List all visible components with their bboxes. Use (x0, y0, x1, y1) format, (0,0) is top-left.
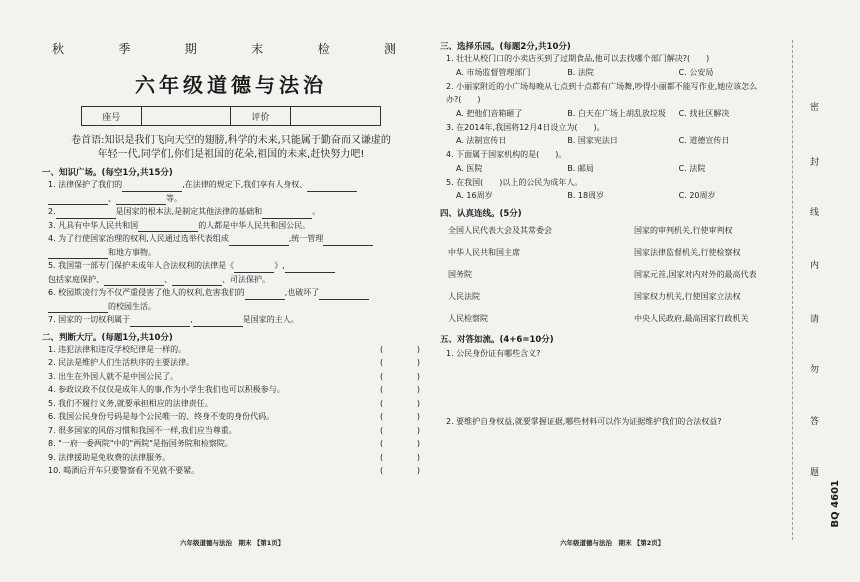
option[interactable]: A. 把他们音箱砸了 (456, 108, 523, 118)
seal-char: 封 (810, 158, 820, 168)
paren-close: ) (416, 452, 420, 462)
answer-paren[interactable] (380, 464, 420, 478)
paren-close: ) (416, 358, 420, 367)
item-text: 5. 我国第一部专门保护未成年人合法权利的法律是《 (48, 261, 235, 270)
question-text: 5. 在我国( )以上的公民为成年人。 (446, 177, 583, 187)
answer-paren[interactable] (380, 343, 420, 357)
answer-paren[interactable] (380, 397, 420, 411)
item-text: 是国家的根本法,是制定其他法律的基础和 (115, 207, 263, 216)
answer-blank[interactable] (193, 318, 243, 327)
season-char: 测 (383, 42, 398, 56)
item-text: 是国家的主人。 (242, 315, 299, 324)
answer-paren[interactable] (380, 437, 420, 451)
fill-blank-item (42, 232, 420, 246)
page-title: 六年级道德与法治 (135, 73, 327, 97)
item-text: 2. (48, 207, 56, 216)
paren-open: ( (380, 466, 384, 475)
item-text: 1. 违犯法律和违反学校纪律是一样的。 (48, 344, 187, 354)
option[interactable]: B. 法院 (567, 67, 594, 77)
answer-paren[interactable] (380, 424, 420, 438)
true-false-item (42, 424, 420, 438)
answer-paren[interactable] (380, 356, 420, 370)
true-false-item (42, 437, 420, 451)
fill-blank-item (42, 192, 420, 206)
item-text: 9. 法律援助是免收费的法律服务。 (48, 452, 171, 462)
true-false-item (42, 464, 420, 478)
fill-blank-item (42, 286, 420, 300)
option[interactable]: C. 法院 (678, 163, 706, 173)
answer-blank[interactable] (48, 304, 108, 313)
question-text: 办?( ) (446, 95, 481, 104)
match-row (440, 263, 790, 285)
fill-blank-item (42, 178, 420, 192)
item-text: 8. "一府一委两院"中的"两院"是指国务院和检察院。 (48, 439, 233, 448)
match-right[interactable]: 中央人民政府,最高国家行政机关 (634, 313, 749, 323)
answer-blank[interactable] (104, 277, 164, 286)
item-text: 》, (274, 261, 285, 270)
options (440, 134, 790, 148)
season-title (42, 40, 420, 57)
choice-question (440, 148, 790, 176)
true-false-item (42, 397, 420, 411)
fill-blank-item (42, 219, 420, 233)
footer-left: 六年级道德与法治 期末 【第1页】 (180, 539, 285, 547)
match-right[interactable]: 国家法律监督机关,行使检察权 (634, 247, 741, 257)
question-text: 4. 下面属于国家机构的是( )。 (446, 150, 567, 159)
answer-blank[interactable] (48, 250, 108, 259)
answer-question: 2. 要维护自身权益,就要掌握证据,哪些材料可以作为证据维护我们的合法权益? (446, 416, 722, 426)
seat-label: 座号 (82, 107, 142, 125)
option[interactable]: B. 邮局 (567, 163, 594, 173)
option[interactable]: C. 找社区解决 (678, 108, 730, 118)
item-text: 、司法保护。 (222, 274, 270, 284)
motto-line: 年轻一代,同学们,你们是祖国的花朵,祖国的未来,赶快努力吧! (97, 149, 365, 160)
answer-blank[interactable] (285, 264, 335, 273)
item-text: ,也破坏了 (284, 288, 320, 297)
season-char: 季 (118, 42, 133, 56)
item-text: 7. 很多国家的风俗习惯和我国不一样,我们应当尊重。 (48, 425, 237, 435)
fill-blank-item (42, 313, 420, 327)
section-title: 一、知识广场。(每空1分,共15分) (42, 168, 173, 178)
option[interactable]: C. 20周岁 (678, 191, 716, 200)
item-text: 和地方事物。 (108, 247, 156, 257)
item-text: 3. 出生在外国人就不是中国公民了。 (48, 371, 179, 381)
answer-blank[interactable] (122, 183, 182, 192)
seat-field[interactable] (142, 107, 231, 125)
seal-char: 线 (810, 208, 820, 218)
item-text: 、 (108, 193, 116, 203)
match-left[interactable]: 国务院 (448, 269, 472, 279)
answer-blank[interactable] (319, 291, 369, 300)
paren-open: ( (380, 452, 384, 462)
item-text: 、 (164, 274, 172, 284)
option[interactable]: A. 市场监督管理部门 (456, 67, 531, 77)
option[interactable]: A. 16周岁 (456, 191, 493, 200)
paren-close: ) (416, 439, 420, 448)
match-left[interactable]: 人民法院 (448, 291, 480, 301)
item-text: 的人都是中华人民共和国公民。 (198, 220, 311, 230)
question-text: 1. 壮壮从校门口的小卖店买到了过期食品,他可以去找哪个部门解决?( ) (446, 54, 710, 63)
option[interactable]: A. 法制宣传日 (456, 136, 507, 145)
choice-question (440, 176, 790, 204)
match-right[interactable]: 国家的审判机关,行使审判权 (634, 225, 733, 235)
paren-open: ( (380, 425, 384, 435)
seal-char: 勿 (810, 365, 820, 375)
fill-blank-item (42, 273, 420, 287)
match-row (440, 219, 790, 241)
paren-open: ( (380, 439, 384, 448)
options (440, 162, 790, 176)
fill-blank-item (42, 259, 420, 273)
answer-blank[interactable] (172, 277, 222, 286)
paren-open: ( (380, 385, 384, 394)
paren-close: ) (416, 371, 420, 381)
true-false-item (42, 356, 420, 370)
match-row (440, 285, 790, 307)
fill-blank-item (42, 300, 420, 314)
paren-close: ) (416, 385, 420, 394)
match-left[interactable]: 全国人民代表大会及其常委会 (448, 225, 552, 235)
options (440, 107, 790, 121)
item-text: 1. 法律保护了我们的 (48, 180, 123, 189)
item-text: 6. 我国公民身份号码是每个公民唯一的、终身不变的身份代码。 (48, 412, 275, 421)
seal-line (792, 40, 793, 540)
item-text: 等。 (166, 193, 182, 203)
item-text: 10. 喝酒后开车只要警察看不见就不要紧。 (48, 466, 200, 475)
seal-char: 请 (810, 315, 820, 325)
seal-char: 题 (810, 468, 820, 478)
answer-blank[interactable] (130, 318, 190, 327)
answer-space[interactable] (440, 361, 790, 415)
exam-code: BQ 4601 (830, 480, 841, 528)
choice-question (440, 80, 790, 121)
answer-blank[interactable] (229, 237, 289, 246)
answer-paren[interactable] (380, 451, 420, 465)
matching-section (440, 219, 790, 329)
section-title: 二、判断大厅。(每题1分,共10分) (42, 332, 173, 343)
true-false-section (42, 343, 420, 478)
paren-close: ) (416, 344, 420, 354)
answer-blank[interactable] (323, 237, 373, 246)
paren-close: ) (416, 466, 420, 475)
paren-open: ( (380, 344, 384, 354)
choice-question (440, 121, 790, 149)
season-char: 末 (251, 42, 266, 56)
seal-char: 内 (810, 261, 820, 271)
true-false-item (42, 410, 420, 424)
left-page (42, 40, 420, 478)
option[interactable]: B. 18周岁 (567, 191, 605, 200)
paren-open: ( (380, 371, 384, 381)
eval-label: 评价 (231, 107, 291, 125)
match-right[interactable]: 国家元首,国家对内对外的最高代表 (634, 269, 757, 279)
option[interactable]: A. 医院 (456, 163, 483, 173)
item-text: 。 (312, 207, 321, 216)
paren-close: ) (416, 425, 420, 435)
eval-field[interactable] (291, 107, 380, 125)
true-false-item (42, 370, 420, 384)
answer-blank[interactable] (234, 264, 274, 273)
answer-blank[interactable] (48, 196, 108, 205)
item-text: 4. 参政议政不仅仅是成年人的事,作为小学生我们也可以积极参与。 (48, 385, 285, 394)
match-row (440, 307, 790, 329)
true-false-item (42, 343, 420, 357)
answer-blank[interactable] (56, 210, 116, 219)
item-text: ,统一管理 (288, 234, 324, 243)
answer-paren[interactable] (380, 410, 420, 424)
option[interactable]: C. 公安局 (678, 67, 714, 77)
section-title: 四、认真连线。(5分) (440, 209, 522, 219)
item-text: ,在法律的规定下,我们享有人身权、 (182, 180, 308, 189)
section-title: 三、选择乐园。(每题2分,共10分) (440, 42, 571, 52)
paren-close: ) (416, 398, 420, 408)
option[interactable]: C. 道德宣传日 (678, 136, 730, 145)
item-text: 4. 为了行使国家治理的权利,人民通过选举代表组成 (48, 234, 229, 243)
season-char: 期 (184, 42, 199, 56)
fill-blank-item (42, 205, 420, 219)
item-text: 3. 凡具有中华人民共和国 (48, 220, 139, 230)
match-row (440, 241, 790, 263)
choice-section (440, 52, 790, 203)
paren-open: ( (380, 358, 384, 367)
item-text: 7. 国家的一切权利属于 (48, 315, 131, 324)
answer-blank[interactable] (245, 291, 285, 300)
options (440, 66, 790, 80)
item-text: 包括家庭保护、 (48, 274, 104, 284)
match-left[interactable]: 人民检察院 (448, 313, 488, 323)
item-text: , (190, 315, 193, 324)
paren-open: ( (380, 398, 384, 408)
answer-blank[interactable] (262, 210, 312, 219)
true-false-item (42, 383, 420, 397)
answer-paren[interactable] (380, 383, 420, 397)
match-left[interactable]: 中华人民共和国主席 (448, 247, 520, 257)
section-title: 五、对答如流。(4+6=10分) (440, 335, 554, 345)
answer-blank[interactable] (307, 183, 357, 192)
question-text: 2. 小丽家附近的小广场每晚从七点到十点都有广场舞,吵得小丽都不能写作业,她应该怎么 (446, 81, 758, 91)
options (440, 189, 790, 203)
question-text: 3. 在2014年,我国将12月4日设立为( )。 (446, 122, 605, 132)
choice-question (440, 52, 790, 80)
right-page (440, 40, 790, 428)
binding-strip (790, 0, 860, 582)
true-false-item (42, 451, 420, 465)
seal-char: 答 (810, 417, 820, 427)
item-text: 的校园生活。 (108, 301, 156, 311)
answer-blank[interactable] (116, 196, 166, 205)
answer-blank[interactable] (138, 223, 198, 232)
footer-right: 六年级道德与法治 期末 【第2页】 (560, 539, 665, 547)
item-text: 5. 我们不履行义务,就要承担相应的法律责任。 (48, 398, 213, 408)
score-table (81, 106, 381, 126)
paren-close: ) (416, 412, 420, 421)
answer-question: 1. 公民身份证有哪些含义? (446, 349, 541, 358)
season-char: 检 (317, 42, 332, 56)
seal-char: 密 (810, 103, 820, 113)
fill-blank-section (42, 178, 420, 327)
paren-open: ( (380, 412, 384, 421)
fill-blank-item (42, 246, 420, 260)
option[interactable]: B. 国家宪法日 (567, 136, 618, 145)
motto (42, 134, 420, 162)
item-text: 6. 校园欺凌行为不仅严重侵害了他人的权利,危害我们的 (48, 288, 245, 297)
option[interactable]: B. 白天在广场上胡乱放垃圾 (567, 108, 666, 118)
motto-line: 卷首语:知识是我们飞向天空的翅膀,科学的未来,只能属于勤奋而又谦虚的 (71, 135, 391, 146)
item-text: 2. 民法是维护人们生活秩序的主要法律。 (48, 358, 195, 367)
match-right[interactable]: 国家权力机关,行使国家立法权 (634, 291, 741, 301)
season-char: 秋 (52, 42, 67, 56)
answer-paren[interactable] (380, 370, 420, 384)
